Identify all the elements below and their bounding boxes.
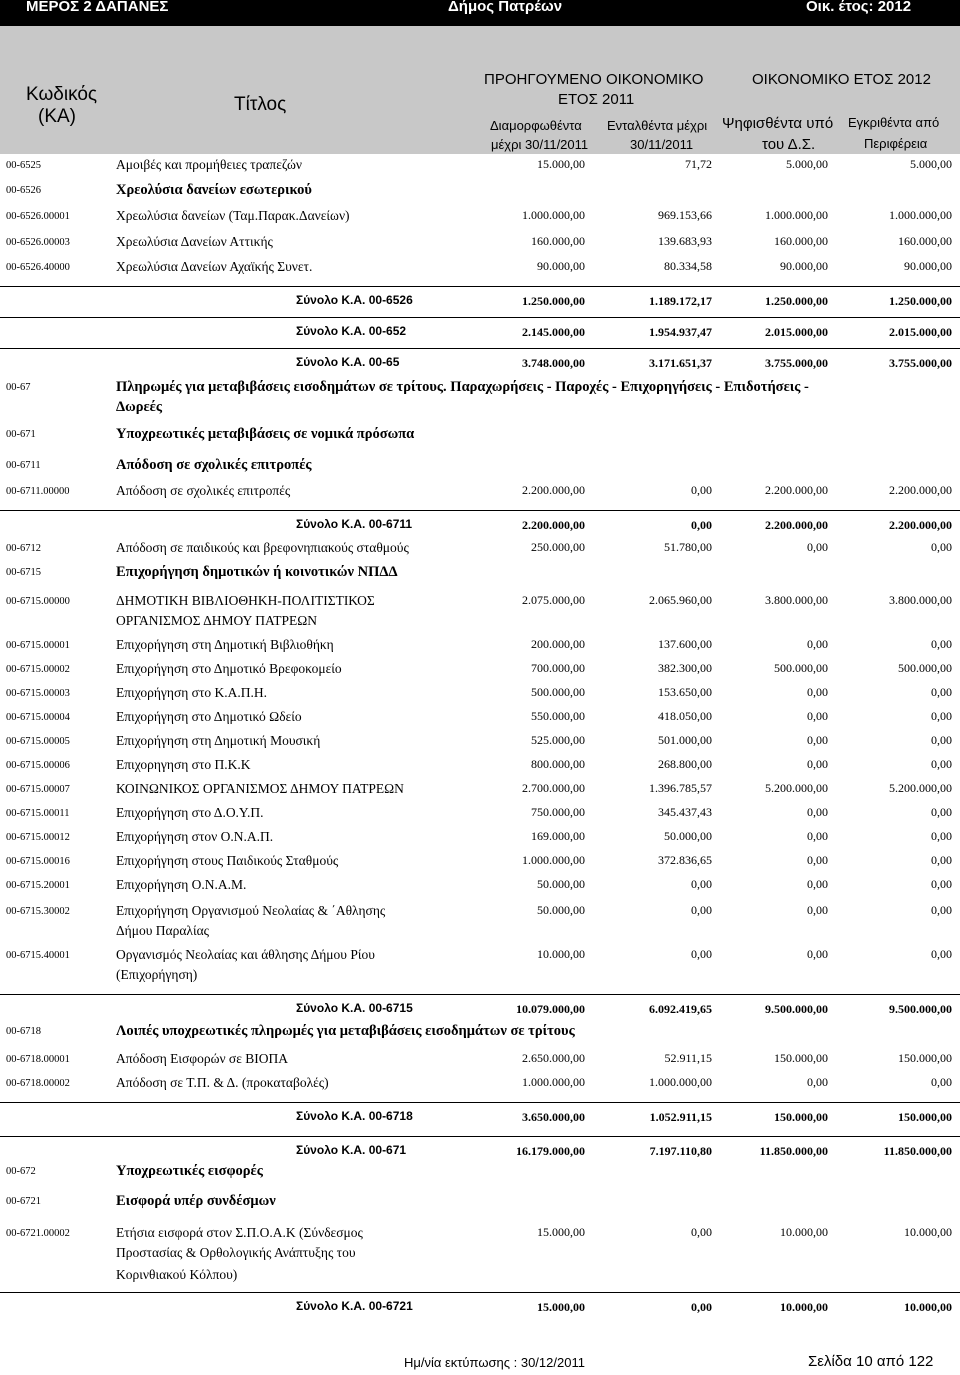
value-voted: 2.200.000,00: [765, 518, 828, 532]
account-code: 00-6715.40001: [6, 950, 70, 961]
value-approved: 2.200.000,00: [889, 483, 952, 497]
table-row: [0, 425, 960, 447]
value-formed: 169.000,00: [531, 829, 585, 843]
table-row: [0, 539, 960, 561]
value-voted: 0,00: [807, 540, 828, 554]
table-row: [0, 852, 960, 874]
value-committed: 382.300,00: [658, 661, 712, 675]
value-voted: 150.000,00: [774, 1051, 828, 1065]
value-formed: 700.000,00: [531, 661, 585, 675]
table-row: [0, 156, 960, 178]
value-approved: 150.000,00: [898, 1051, 952, 1065]
account-code: 00-671: [6, 429, 36, 440]
table-row: [0, 946, 960, 982]
value-formed: 800.000,00: [531, 757, 585, 771]
account-title: Οργανισμός Νεολαίας και άθλησης Δήμου Ρίου: [116, 947, 375, 962]
value-committed: 7.197.110,80: [649, 1144, 712, 1158]
value-approved: 3.800.000,00: [889, 593, 952, 607]
account-title: Απόδοση σε σχολικές επιτροπές: [116, 457, 312, 473]
value-approved: 2.015.000,00: [889, 325, 952, 339]
value-committed: 139.683,93: [658, 234, 712, 248]
total-row: [0, 321, 960, 343]
table-row: [0, 233, 960, 255]
value-committed: 0,00: [691, 877, 712, 891]
table-row: [0, 1162, 960, 1184]
value-formed: 200.000,00: [531, 637, 585, 651]
table-row: [0, 902, 960, 938]
table-row: [0, 1192, 960, 1214]
account-title: Απόδοση σε παιδικούς και βρεφονηπιακούς σταθμούς: [116, 540, 409, 555]
account-title-line2: ΟΡΓΑΝΙΣΜΟΣ ΔΗΜΟΥ ΠΑΤΡΕΩΝ: [116, 613, 317, 628]
value-voted: 0,00: [807, 853, 828, 867]
account-title: Επιχορήγηση στο Δημοτικό Βρεφοκομείο: [116, 661, 342, 676]
value-formed: 10.079.000,00: [516, 1002, 585, 1016]
account-title: Επιχορήγηση στη Δημοτική Βιβλιοθήκη: [116, 637, 334, 652]
header-cur-year: ΟΙΚΟΝΟΜΙΚΟ ΕΤΟΣ 2012: [752, 71, 931, 88]
value-committed: 52.911,15: [664, 1051, 712, 1065]
value-voted: 0,00: [807, 805, 828, 819]
value-voted: 5.200.000,00: [765, 781, 828, 795]
account-code: 00-6718.00002: [6, 1078, 70, 1089]
value-committed: 0,00: [691, 1225, 712, 1239]
account-code: 00-6715.00003: [6, 688, 70, 699]
value-committed: 501.000,00: [658, 733, 712, 747]
value-committed: 0,00: [691, 483, 712, 497]
value-voted: 0,00: [807, 829, 828, 843]
value-approved: 0,00: [931, 685, 952, 699]
table-row: [0, 876, 960, 898]
account-title: Επιχορήγηση στον Ο.Ν.Α.Π.: [116, 829, 274, 844]
value-formed: 15.000,00: [537, 157, 585, 171]
account-code: 00-6721: [6, 1196, 41, 1207]
header-col1-l1: Διαμορφωθέντα: [490, 118, 582, 133]
account-code: 00-6718: [6, 1026, 41, 1037]
value-approved: 0,00: [931, 709, 952, 723]
account-title: Απόδοση σε Τ.Π. & Δ. (προκαταβολές): [116, 1075, 329, 1090]
header-code-l2: (ΚΑ): [38, 106, 76, 127]
account-code: 00-6715.20001: [6, 880, 70, 891]
account-title: Επιχορήγηση δημοτικών ή κοινοτικών ΝΠΔΔ: [116, 564, 398, 580]
table-row: [0, 378, 960, 415]
total-row: [0, 352, 960, 374]
value-committed: 969.153,66: [658, 208, 712, 222]
value-committed: 1.189.172,17: [649, 294, 712, 308]
header-code-l1: Κωδικός: [26, 84, 98, 105]
account-code: 00-6526.40000: [6, 262, 70, 273]
total-row: [0, 998, 960, 1020]
value-approved: 1.000.000,00: [889, 208, 952, 222]
value-voted: 10.000,00: [780, 1225, 828, 1239]
value-approved: 0,00: [931, 637, 952, 651]
value-approved: 11.850.000,00: [883, 1144, 952, 1158]
header-col1-l2: μέχρι 30/11/2011: [491, 137, 589, 152]
value-approved: 0,00: [931, 757, 952, 771]
value-formed: 50.000,00: [537, 903, 585, 917]
account-title: Υποχρεωτικές μεταβιβάσεις σε νομικά πρόσωπα: [116, 426, 415, 442]
value-voted: 0,00: [807, 709, 828, 723]
value-committed: 50.000,00: [664, 829, 712, 843]
total-separator: [0, 1102, 960, 1103]
table-row: [0, 592, 960, 628]
table-row: [0, 1022, 960, 1044]
value-formed: 2.200.000,00: [522, 518, 585, 532]
page-number: Σελίδα 10 από 122: [808, 1353, 934, 1370]
value-formed: 3.650.000,00: [522, 1110, 585, 1124]
account-title: Χρεωλύσια Δανείων Αχαϊκής Συνετ.: [116, 259, 313, 274]
value-formed: 2.700.000,00: [522, 781, 585, 795]
table-row: [0, 456, 960, 478]
value-approved: 0,00: [931, 877, 952, 891]
total-separator: [0, 286, 960, 287]
total-row: [0, 514, 960, 536]
value-formed: 90.000,00: [537, 259, 585, 273]
table-header: [0, 26, 960, 154]
account-code: 00-6711.00000: [6, 486, 70, 497]
account-title: Επιχορηγηση στο Π.Κ.Κ: [116, 757, 251, 772]
value-approved: 0,00: [931, 733, 952, 747]
value-committed: 372.836,65: [658, 853, 712, 867]
account-title: Επιχορήγηση Ο.Ν.Α.Μ.: [116, 877, 247, 892]
header-col3-l1: Ψηφισθέντα υπό: [722, 115, 834, 132]
value-formed: 10.000,00: [537, 947, 585, 961]
total-separator: [0, 1292, 960, 1293]
value-formed: 550.000,00: [531, 709, 585, 723]
value-approved: 10.000,00: [904, 1225, 952, 1239]
total-label: Σύνολο Κ.Α. 00-6715: [296, 1001, 413, 1015]
account-title-line2: Δήμου Παραλίας: [116, 923, 210, 938]
account-code: 00-672: [6, 1166, 36, 1177]
value-voted: 3.800.000,00: [765, 593, 828, 607]
account-code: 00-6715.00007: [6, 784, 70, 795]
value-approved: 5.000,00: [910, 157, 952, 171]
value-voted: 0,00: [807, 733, 828, 747]
account-title: Πληρωμές για μεταβιβάσεις εισοδημάτων σε τρίτους. Παραχωρήσεις - Παροχές - Επιχορηγήσεις - Επιδοτήσεις -: [116, 379, 809, 395]
value-committed: 80.334,58: [664, 259, 712, 273]
value-approved: 0,00: [931, 947, 952, 961]
value-formed: 1.000.000,00: [522, 1075, 585, 1089]
value-committed: 137.600,00: [658, 637, 712, 651]
account-title: Χρεωλύσια δανείων (Ταμ.Παρακ.Δανείων): [116, 208, 350, 223]
value-formed: 1.000.000,00: [522, 853, 585, 867]
value-approved: 0,00: [931, 853, 952, 867]
value-committed: 1.000.000,00: [649, 1075, 712, 1089]
municipality-label: Δήμος Πατρέων: [448, 0, 563, 15]
value-voted: 2.015.000,00: [765, 325, 828, 339]
value-committed: 51.780,00: [664, 540, 712, 554]
value-committed: 1.396.785,57: [649, 781, 712, 795]
value-voted: 1.000.000,00: [765, 208, 828, 222]
account-title: Απόδοση σε σχολικές επιτροπές: [116, 483, 291, 498]
account-code: 00-6526: [6, 185, 41, 196]
account-code: 00-6715.00011: [6, 808, 70, 819]
page-footer: [0, 1352, 960, 1375]
value-formed: 160.000,00: [531, 234, 585, 248]
account-title: Απόδοση Εισφορών σε ΒΙΟΠΑ: [116, 1051, 289, 1066]
value-committed: 268.800,00: [658, 757, 712, 771]
total-label: Σύνολο Κ.Α. 00-671: [296, 1143, 407, 1157]
value-formed: 50.000,00: [537, 877, 585, 891]
total-separator: [0, 510, 960, 511]
total-row: [0, 1106, 960, 1128]
value-approved: 9.500.000,00: [889, 1002, 952, 1016]
value-committed: 1.954.937,47: [649, 325, 712, 339]
value-formed: 525.000,00: [531, 733, 585, 747]
account-title: Ετήσια εισφορά στον Σ.Π.Ο.Α.Κ (Σύνδεσμος: [116, 1225, 363, 1240]
header-col4-l1: Εγκριθέντα από: [848, 115, 940, 130]
table-row: [0, 1224, 960, 1282]
account-title: Αμοιβές και προμήθειες τραπεζών: [116, 157, 302, 172]
account-title: Επιχορήγηση Οργανισμού Νεολαίας & ΄Αθλησης: [116, 903, 386, 918]
account-code: 00-6715.00001: [6, 640, 70, 651]
value-formed: 2.145.000,00: [522, 325, 585, 339]
account-code: 00-6715.00002: [6, 664, 70, 675]
value-voted: 9.500.000,00: [765, 1002, 828, 1016]
value-approved: 1.250.000,00: [889, 294, 952, 308]
value-approved: 2.200.000,00: [889, 518, 952, 532]
account-code: 00-67: [6, 382, 31, 393]
total-label: Σύνολο Κ.Α. 00-6526: [296, 293, 413, 307]
total-separator: [0, 348, 960, 349]
value-approved: 150.000,00: [898, 1110, 952, 1124]
value-voted: 11.850.000,00: [759, 1144, 828, 1158]
value-committed: 153.650,00: [658, 685, 712, 699]
account-code: 00-6715.00004: [6, 712, 70, 723]
value-voted: 0,00: [807, 757, 828, 771]
value-approved: 5.200.000,00: [889, 781, 952, 795]
account-title: Υποχρεωτικές εισφορές: [116, 1163, 263, 1179]
account-title: Επιχορήγηση στους Παιδικούς Σταθμούς: [116, 853, 339, 868]
value-formed: 2.200.000,00: [522, 483, 585, 497]
value-approved: 0,00: [931, 903, 952, 917]
account-code: 00-6715.00012: [6, 832, 70, 843]
total-row: [0, 290, 960, 312]
value-voted: 1.250.000,00: [765, 294, 828, 308]
account-code: 00-6715.00016: [6, 856, 70, 867]
account-title: Εισφορά υπέρ συνδέσμων: [116, 1193, 276, 1209]
account-code: 00-6715.30002: [6, 906, 70, 917]
value-voted: 160.000,00: [774, 234, 828, 248]
value-voted: 0,00: [807, 947, 828, 961]
account-code: 00-6715.00006: [6, 760, 70, 771]
header-col4-l2: Περιφέρεια: [864, 136, 928, 151]
account-title: Επιχορήγηση στη Δημοτική Μουσική: [116, 733, 321, 748]
total-separator: [0, 1136, 960, 1137]
account-code: 00-6715.00000: [6, 596, 70, 607]
part-label: ΜΕΡΟΣ 2 ΔΑΠΑΝΕΣ: [26, 0, 169, 15]
value-committed: 345.437,43: [658, 805, 712, 819]
value-formed: 1.250.000,00: [522, 294, 585, 308]
total-row: [0, 1296, 960, 1318]
table-row: [0, 207, 960, 229]
value-formed: 2.650.000,00: [522, 1051, 585, 1065]
account-code: 00-6721.00002: [6, 1228, 70, 1239]
value-committed: 0,00: [691, 903, 712, 917]
top-bar: [0, 0, 960, 26]
value-voted: 3.755.000,00: [765, 356, 828, 370]
total-label: Σύνολο Κ.Α. 00-6711: [296, 517, 413, 531]
value-formed: 1.000.000,00: [522, 208, 585, 222]
value-voted: 0,00: [807, 637, 828, 651]
value-approved: 0,00: [931, 805, 952, 819]
account-title-line2: (Επιχορήγηση): [116, 967, 198, 982]
value-voted: 500.000,00: [774, 661, 828, 675]
account-code: 00-6526.00003: [6, 237, 70, 248]
table-row: [0, 732, 960, 754]
account-title: Χρεολύσια δανείων εσωτερικού: [116, 182, 312, 198]
table-row: [0, 756, 960, 778]
table-row: [0, 1074, 960, 1096]
value-approved: 10.000,00: [904, 1300, 952, 1314]
value-committed: 3.171.651,37: [649, 356, 712, 370]
value-approved: 500.000,00: [898, 661, 952, 675]
table-row: [0, 181, 960, 203]
header-prev-year-l1: ΠΡΟΗΓΟΥΜΕΝΟ ΟΙΚΟΝΟΜΙΚΟ: [484, 71, 704, 88]
total-label: Σύνολο Κ.Α. 00-6721: [296, 1299, 413, 1313]
value-approved: 90.000,00: [904, 259, 952, 273]
account-code: 00-6525: [6, 160, 41, 171]
fiscal-year-label: Οικ. έτος: 2012: [806, 0, 912, 15]
value-approved: 3.755.000,00: [889, 356, 952, 370]
print-date: Ημ/νία εκτύπωσης : 30/12/2011: [404, 1355, 585, 1370]
value-voted: 0,00: [807, 877, 828, 891]
value-formed: 3.748.000,00: [522, 356, 585, 370]
total-label: Σύνολο Κ.Α. 00-65: [296, 355, 400, 369]
header-title: Τίτλος: [234, 94, 287, 115]
header-col2-l1: Ενταλθέντα μέχρι: [607, 118, 708, 133]
account-title: ΚΟΙΝΩΝΙΚΟΣ ΟΡΓΑΝΙΣΜΟΣ ΔΗΜΟΥ ΠΑΤΡΕΩΝ: [116, 781, 404, 796]
total-separator: [0, 994, 960, 995]
account-code: 00-6718.00001: [6, 1054, 70, 1065]
account-title: Επιχορήγηση στο Δ.Ο.Υ.Π.: [116, 805, 264, 820]
value-committed: 0,00: [691, 947, 712, 961]
total-row: [0, 1140, 960, 1162]
account-title-line3: Κορινθιακού Κόλπου): [116, 1267, 238, 1282]
account-title: Επιχορήγηση στο Κ.Α.Π.Η.: [116, 685, 267, 700]
header-col3-l2: του Δ.Σ.: [762, 136, 816, 153]
account-code: 00-6526.00001: [6, 211, 70, 222]
account-title-line2: Δωρεές: [116, 399, 162, 415]
table-row: [0, 1050, 960, 1072]
table-row: [0, 828, 960, 850]
value-committed: 0,00: [691, 518, 712, 532]
table-row: [0, 708, 960, 730]
value-approved: 0,00: [931, 540, 952, 554]
value-committed: 1.052.911,15: [649, 1110, 712, 1124]
header-prev-year-l2: ΕΤΟΣ 2011: [558, 91, 635, 108]
account-title: Επιχορήγηση στο Δημοτικό Ωδείο: [116, 709, 302, 724]
value-committed: 6.092.419,65: [649, 1002, 712, 1016]
account-title-line2: Προστασίας & Ορθολογικής Ανάπτυξης του: [116, 1245, 356, 1260]
value-committed: 71,72: [685, 157, 712, 171]
value-committed: 418.050,00: [658, 709, 712, 723]
account-code: 00-6712: [6, 543, 41, 554]
value-voted: 90.000,00: [780, 259, 828, 273]
value-formed: 15.000,00: [537, 1225, 585, 1239]
value-voted: 0,00: [807, 1075, 828, 1089]
account-code: 00-6715: [6, 567, 41, 578]
account-title: ΔΗΜΟΤΙΚΗ ΒΙΒΛΙΟΘΗΚΗ-ΠΟΛΙΤΙΣΤΙΚΟΣ: [116, 593, 375, 608]
table-row: [0, 636, 960, 658]
value-approved: 160.000,00: [898, 234, 952, 248]
value-formed: 500.000,00: [531, 685, 585, 699]
total-label: Σύνολο Κ.Α. 00-652: [296, 324, 407, 338]
account-title: Λοιπές υποχρεωτικές πληρωμές για μεταβιβάσεις εισοδημάτων σε τρίτους: [116, 1023, 575, 1039]
table-row: [0, 563, 960, 585]
table-row: [0, 258, 960, 280]
value-voted: 0,00: [807, 903, 828, 917]
table-row: [0, 780, 960, 802]
table-row: [0, 482, 960, 504]
table-row: [0, 684, 960, 706]
value-formed: 2.075.000,00: [522, 593, 585, 607]
value-approved: 0,00: [931, 1075, 952, 1089]
value-formed: 750.000,00: [531, 805, 585, 819]
value-voted: 2.200.000,00: [765, 483, 828, 497]
total-separator: [0, 317, 960, 318]
value-formed: 15.000,00: [537, 1300, 585, 1314]
account-title: Χρεωλύσια Δανείων Αττικής: [116, 234, 273, 249]
value-formed: 16.179.000,00: [516, 1144, 585, 1158]
account-code: 00-6711: [6, 460, 41, 471]
header-col2-l2: 30/11/2011: [630, 137, 694, 152]
value-approved: 0,00: [931, 829, 952, 843]
value-formed: 250.000,00: [531, 540, 585, 554]
table-row: [0, 660, 960, 682]
value-voted: 10.000,00: [780, 1300, 828, 1314]
value-voted: 5.000,00: [786, 157, 828, 171]
value-committed: 2.065.960,00: [649, 593, 712, 607]
value-committed: 0,00: [691, 1300, 712, 1314]
total-label: Σύνολο Κ.Α. 00-6718: [296, 1109, 413, 1123]
table-row: [0, 804, 960, 826]
value-voted: 0,00: [807, 685, 828, 699]
value-voted: 150.000,00: [774, 1110, 828, 1124]
account-code: 00-6715.00005: [6, 736, 70, 747]
